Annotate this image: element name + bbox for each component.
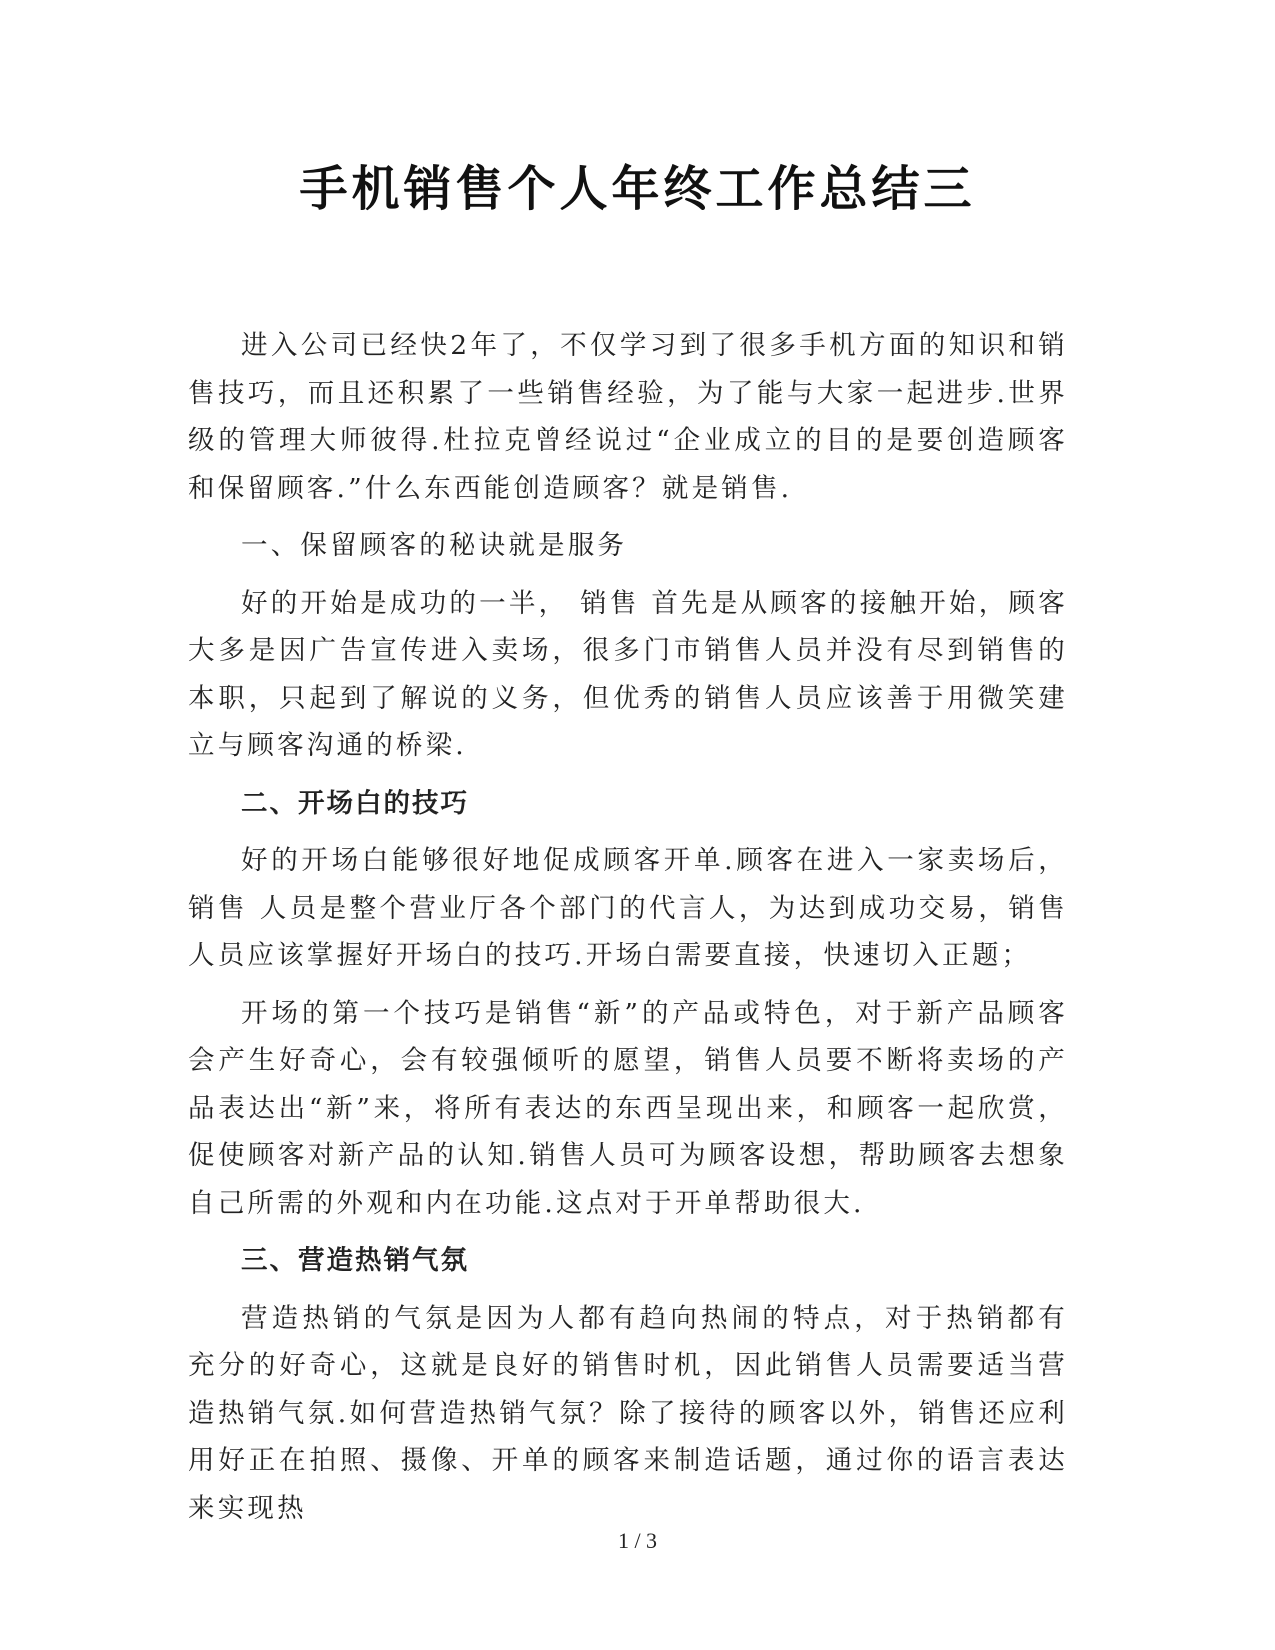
intro-paragraph: 进入公司已经快2年了，不仅学习到了很多手机方面的知识和销售技巧，而且还积累了一些销售经验，为了能与大家一起进步.世界级的管理大师彼得.杜拉克曾经说过“企业成立的目的是要创造顾客和保留顾客.”什么东西能创造顾客？就是销售. — [188, 330, 1068, 504]
document-title: 手机销售个人年终工作总结三 — [299, 161, 976, 217]
section-heading-3: 三、营造热销气氛 — [241, 1245, 469, 1276]
document-body — [188, 322, 1068, 1542]
section-heading-2: 二、开场白的技巧 — [241, 787, 469, 819]
section-2-paragraph-2: 开场的第一个技巧是销售“新”的产品或特色，对于新产品顾客会产生好奇心，会有较强倾听的愿望，销售人员要不断将卖场的产品表达出“新”来，将所有表达的东西呈现出来，和顾客一起欣赏，促使顾客对新产品的认知.销售人员可为顾客设想，帮助顾客去想象自己所需的外观和内在功能.这点对于开单帮助很大. — [188, 997, 1068, 1219]
section-3-paragraph: 营造热销的气氛是因为人都有趋向热闹的特点，对于热销都有充分的好奇心，这就是良好的销售时机，因此销售人员需要适当营造热销气氛.如何营造热销气氛？除了接待的顾客以外，销售还应利用好正在拍照、摄像、开单的顾客来制造话题，通过你的语言表达来实现热 — [188, 1302, 1068, 1524]
page-number: 1 / 3 — [617, 1528, 658, 1553]
section-1-paragraph: 好的开始是成功的一半， 销售 首先是从顾客的接触开始，顾客大多是因广告宣传进入卖场，很多门市销售人员并没有尽到销售的本职，只起到了解说的义务，但优秀的销售人员应该善于用微笑建立与顾客沟通的桥梁. — [188, 587, 1068, 761]
section-2-paragraph-1: 好的开场白能够很好地促成顾客开单.顾客在进入一家卖场后，销售 人员是整个营业厅各个部门的代言人，为达到成功交易，销售人员应该掌握好开场白的技巧.开场白需要直接，快速切入正题； — [188, 845, 1068, 971]
section-heading-1: 一、保留顾客的秘诀就是服务 — [241, 530, 628, 561]
